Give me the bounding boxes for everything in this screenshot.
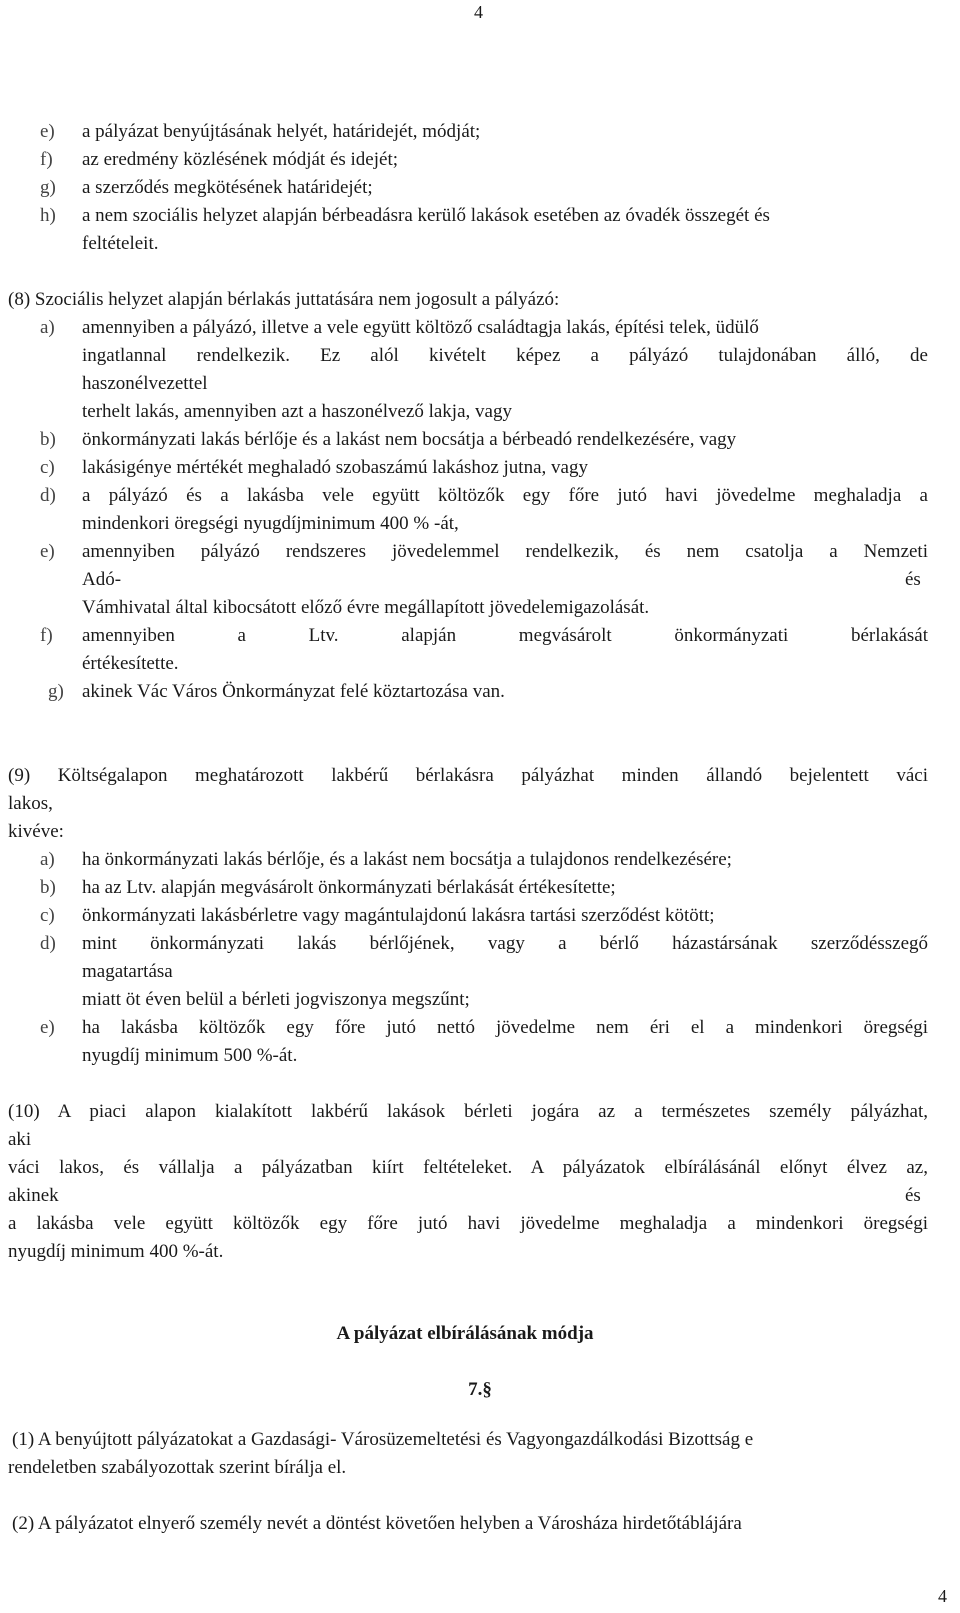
list-text: az eredmény közlésének módját és idejét; — [82, 149, 399, 170]
list-item — [40, 202, 770, 230]
list-text: ingatlannal rendelkezik. Ez alól kivételt képez a pályázó tulajdonában álló, de — [82, 345, 928, 366]
paragraph-10-line: akinek — [8, 1185, 59, 1206]
list-text: mint önkormányzati lakás bérlőjének, vagy a bérlő házastársának szerződésszegő — [82, 933, 928, 954]
list-label: g) — [40, 177, 56, 198]
list-label: b) — [40, 429, 56, 450]
list-text: miatt öt éven belül a bérleti jogviszonya megszűnt; — [82, 989, 470, 1010]
paragraph-10-line: a lakásba vele együtt költözők egy főre jutó havi jövedelme meghaladja a mindenkori öregségi — [8, 1213, 928, 1234]
list-text: Adó- — [82, 569, 122, 590]
list-label: e) — [40, 541, 55, 562]
list-label: e) — [40, 121, 55, 142]
paragraph-1-line: rendeletben szabályozottak szerint bírálja el. — [8, 1457, 347, 1478]
list-text: ha önkormányzati lakás bérlője, és a lakást nem bocsátja a tulajdonos rendelkezésére; — [82, 849, 732, 870]
list-text: a pályázat benyújtásának helyét, határidejét, módját; — [82, 121, 481, 142]
list-text: akinek Vác Város Önkormányzat felé köztartozása van. — [82, 681, 505, 702]
page-number-top: 4 — [474, 2, 483, 22]
list-text: a szerződés megkötésének határidejét; — [82, 177, 373, 198]
list-item — [40, 118, 480, 146]
list-text: amennyiben a Ltv. alapján megvásárolt önkormányzati bérlakását — [82, 625, 928, 646]
list-text: Vámhivatal által kibocsátott előző évre megállapított jövedelemigazolását. — [82, 597, 650, 618]
list-label: b) — [40, 877, 56, 898]
paragraph-10-line: (10) A piaci alapon kialakított lakbérű lakások bérleti jogára az a természetes személy pályázhat, — [8, 1101, 928, 1122]
list-text: terhelt lakás, amennyiben azt a haszonélvező lakja, vagy — [82, 401, 512, 422]
list-text: amennyiben a pályázó, illetve a vele együtt költöző családtagja lakás, építési telek, üdülő — [82, 317, 759, 338]
paragraph-9-line: (9) Költségalapon meghatározott lakbérű bérlakásra pályázhat minden állandó bejelentett váci — [8, 765, 928, 786]
paragraph-2-line: (2) A pályázatot elnyerő személy nevét a döntést követően helyben a Városháza hirdetőtáblájára — [12, 1513, 742, 1534]
list-text: és — [905, 569, 921, 590]
list-text: magatartása — [82, 961, 173, 982]
list-label: g) — [48, 681, 64, 702]
list-label: f) — [40, 625, 53, 646]
list-text: ha az Ltv. alapján megvásárolt önkormányzati bérlakását értékesítette; — [82, 877, 616, 898]
list-item — [40, 174, 373, 202]
list-text: haszonélvezettel — [82, 373, 208, 394]
page-number-bottom: 4 — [938, 1586, 947, 1606]
paragraph-8-intro: (8) Szociális helyzet alapján bérlakás juttatására nem jogosult a pályázó: — [8, 289, 560, 310]
paragraph-1-line: (1) A benyújtott pályázatokat a Gazdasági- Városüzemeltetési és Vagyongazdálkodási Bizottság e — [12, 1429, 754, 1450]
list-label: a) — [40, 849, 55, 870]
section-heading: A pályázat elbírálásának módja — [336, 1323, 594, 1344]
paragraph-10-line: és — [905, 1185, 921, 1206]
paragraph-10-line: nyugdíj minimum 400 %-át. — [8, 1241, 224, 1262]
list-text: értékesítette. — [82, 653, 179, 674]
list-item — [40, 146, 398, 174]
list-label: d) — [40, 933, 56, 954]
list-text: mindenkori öregségi nyugdíjminimum 400 % -át, — [82, 513, 459, 534]
list-label: e) — [40, 1017, 55, 1038]
list-text: nyugdíj minimum 500 %-át. — [82, 1045, 298, 1066]
list-label: c) — [40, 905, 55, 926]
list-continuation: feltételeit. — [82, 233, 159, 254]
list-text: lakásigénye mértékét meghaladó szobaszámú lakáshoz jutna, vagy — [82, 457, 588, 478]
list-text: a pályázó és a lakásba vele együtt költözők egy főre jutó havi jövedelme meghaladja a — [82, 485, 928, 506]
list-label: c) — [40, 457, 55, 478]
paragraph-10-line: váci lakos, és vállalja a pályázatban kiírt feltételeket. A pályázatok elbírálásánál előnyt élvez az, — [8, 1157, 928, 1178]
paragraph-9-line: lakos, — [8, 793, 53, 814]
paragraph-10-line: aki — [8, 1129, 32, 1150]
list-label: a) — [40, 317, 55, 338]
section-number: 7.§ — [468, 1379, 492, 1400]
list-label: d) — [40, 485, 56, 506]
list-text: önkormányzati lakásbérletre vagy magántulajdonú lakásra tartási szerződést kötött; — [82, 905, 715, 926]
list-text: önkormányzati lakás bérlője és a lakást nem bocsátja a bérbeadó rendelkezésére, vagy — [82, 429, 737, 450]
list-text: amennyiben pályázó rendszeres jövedelemmel rendelkezik, és nem csatolja a Nemzeti — [82, 541, 928, 562]
list-label: h) — [40, 205, 56, 226]
paragraph-9-line: kivéve: — [8, 821, 64, 842]
list-text: ha lakásba költözők egy főre jutó nettó jövedelme nem éri el a mindenkori öregségi — [82, 1017, 928, 1038]
list-text: a nem szociális helyzet alapján bérbeadásra kerülő lakások esetében az óvadék összegét és — [82, 205, 770, 226]
list-label: f) — [40, 149, 53, 170]
